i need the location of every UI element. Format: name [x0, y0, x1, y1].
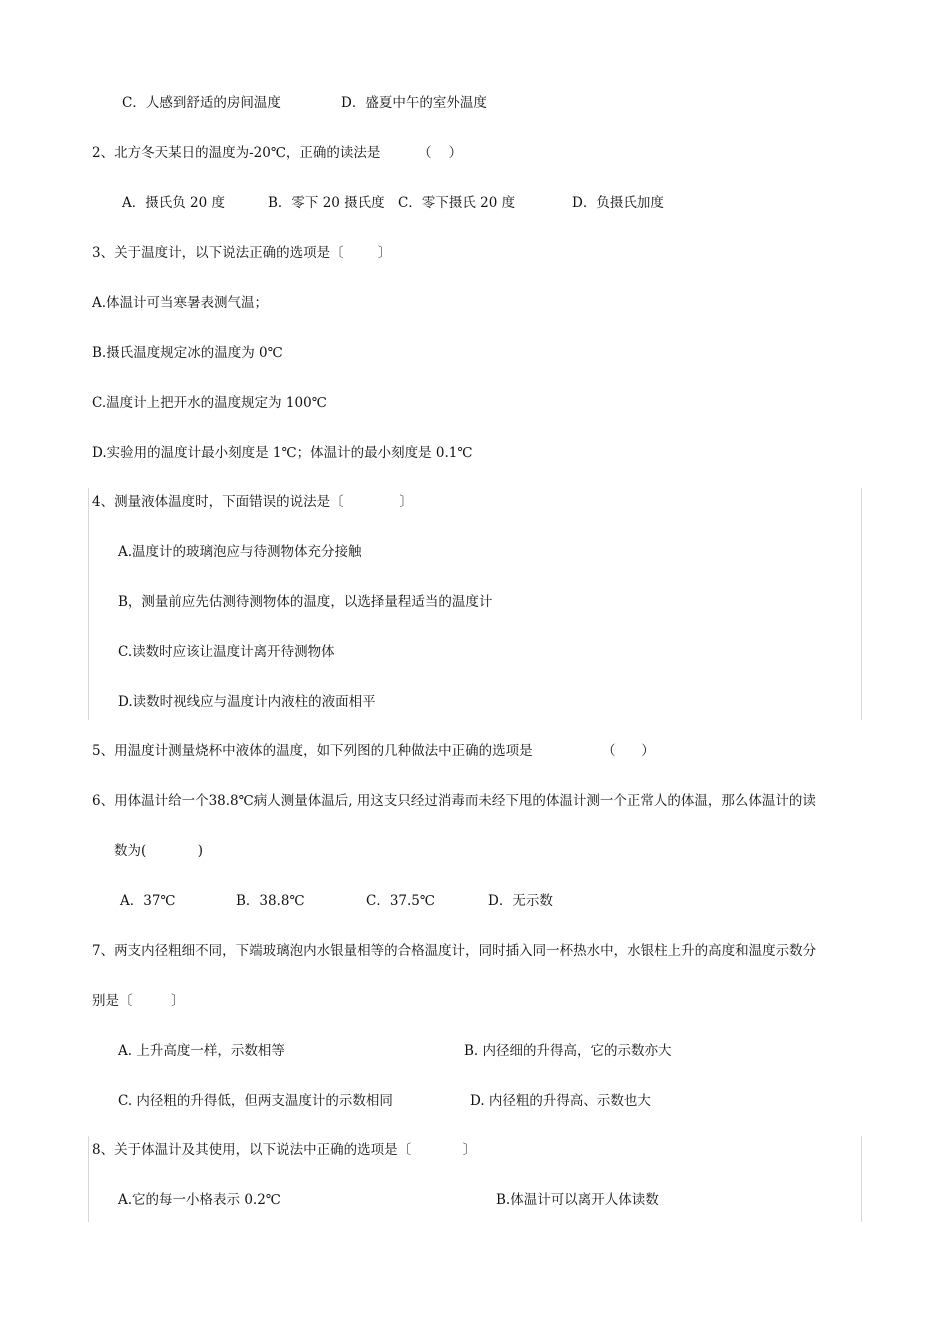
q2-option-b: B．零下 20 摄氏度 [268, 195, 385, 211]
q7-option-a: A. 上升高度一样，示数相等 [118, 1043, 285, 1059]
q6-option-d: D．无示数 [488, 893, 553, 909]
q2-option-d: D．负摄氏加度 [572, 195, 664, 211]
q7-stem: 7、两支内径粗细不同，下端玻璃泡内水银量相等的合格温度计，同时插入同一杯热水中，水银柱上升的高度和温度示数分 [92, 943, 817, 959]
q4-stem: 4、测量液体温度时，下面错误的说法是〔 〕 [92, 494, 413, 510]
q8-option-b: B.体温计可以离开人体读数 [496, 1192, 659, 1208]
q6-option-c: C．37.5℃ [366, 893, 435, 909]
q2-answer-paren: （ ） [418, 145, 463, 161]
q7-stem-cont: 别是〔 〕 [92, 993, 185, 1009]
q6-option-a: A．37℃ [120, 893, 176, 909]
q5-stem: 5、用温度计测量烧杯中液体的温度，如下列图的几种做法中正确的选项是 [92, 743, 533, 759]
q8-stem: 8、关于体温计及其使用，以下说法中正确的选项是〔 〕 [92, 1142, 477, 1158]
q4-option-d: D.读数时视线应与温度计内液柱的液面相平 [118, 694, 376, 710]
q6-option-b: B．38.8℃ [236, 893, 305, 909]
q5-answer-paren: （ ） [602, 743, 655, 759]
q8-option-a: A.它的每一小格表示 0.2℃ [118, 1192, 281, 1208]
q1-option-c: C．人感到舒适的房间温度 [122, 95, 281, 111]
q3-option-d: D.实验用的温度计最小刻度是 1℃；体温计的最小刻度是 0.1℃ [92, 445, 473, 461]
q3-option-c: C.温度计上把开水的温度规定为 100℃ [92, 395, 327, 411]
q2-option-c: C．零下摄氏 20 度 [398, 195, 516, 211]
q6-stem-cont: 数为( ) [114, 843, 204, 859]
q2-stem: 2、北方冬天某日的温度为-20℃，正确的读法是 [92, 145, 381, 161]
q3-option-a: A.体温计可当寒暑表测气温； [92, 295, 269, 311]
q7-option-d: D. 内径粗的升得高、示数也大 [470, 1093, 651, 1109]
q3-stem: 3、关于温度计，以下说法正确的选项是〔 〕 [92, 245, 392, 261]
q6-stem: 6、用体温计给一个38.8℃病人测量体温后, 用这支只经过消毒而未经下甩的体温计测一个正常人的体温，那么体温计的读 [92, 793, 816, 809]
q3-option-b: B.摄氏温度规定冰的温度为 0℃ [92, 345, 283, 361]
q4-option-c: C.读数时应该让温度计离开待测物体 [118, 644, 335, 660]
q4-option-a: A.温度计的玻璃泡应与待测物体充分接触 [118, 544, 362, 560]
q7-option-c: C. 内径粗的升得低，但两支温度计的示数相同 [118, 1093, 393, 1109]
q2-option-a: A．摄氏负 20 度 [122, 195, 226, 211]
q7-option-b: B. 内径细的升得高，它的示数亦大 [464, 1043, 672, 1059]
q4-option-b: B，测量前应先估测待测物体的温度，以选择量程适当的温度计 [118, 594, 493, 610]
q1-option-d: D．盛夏中午的室外温度 [341, 95, 487, 111]
